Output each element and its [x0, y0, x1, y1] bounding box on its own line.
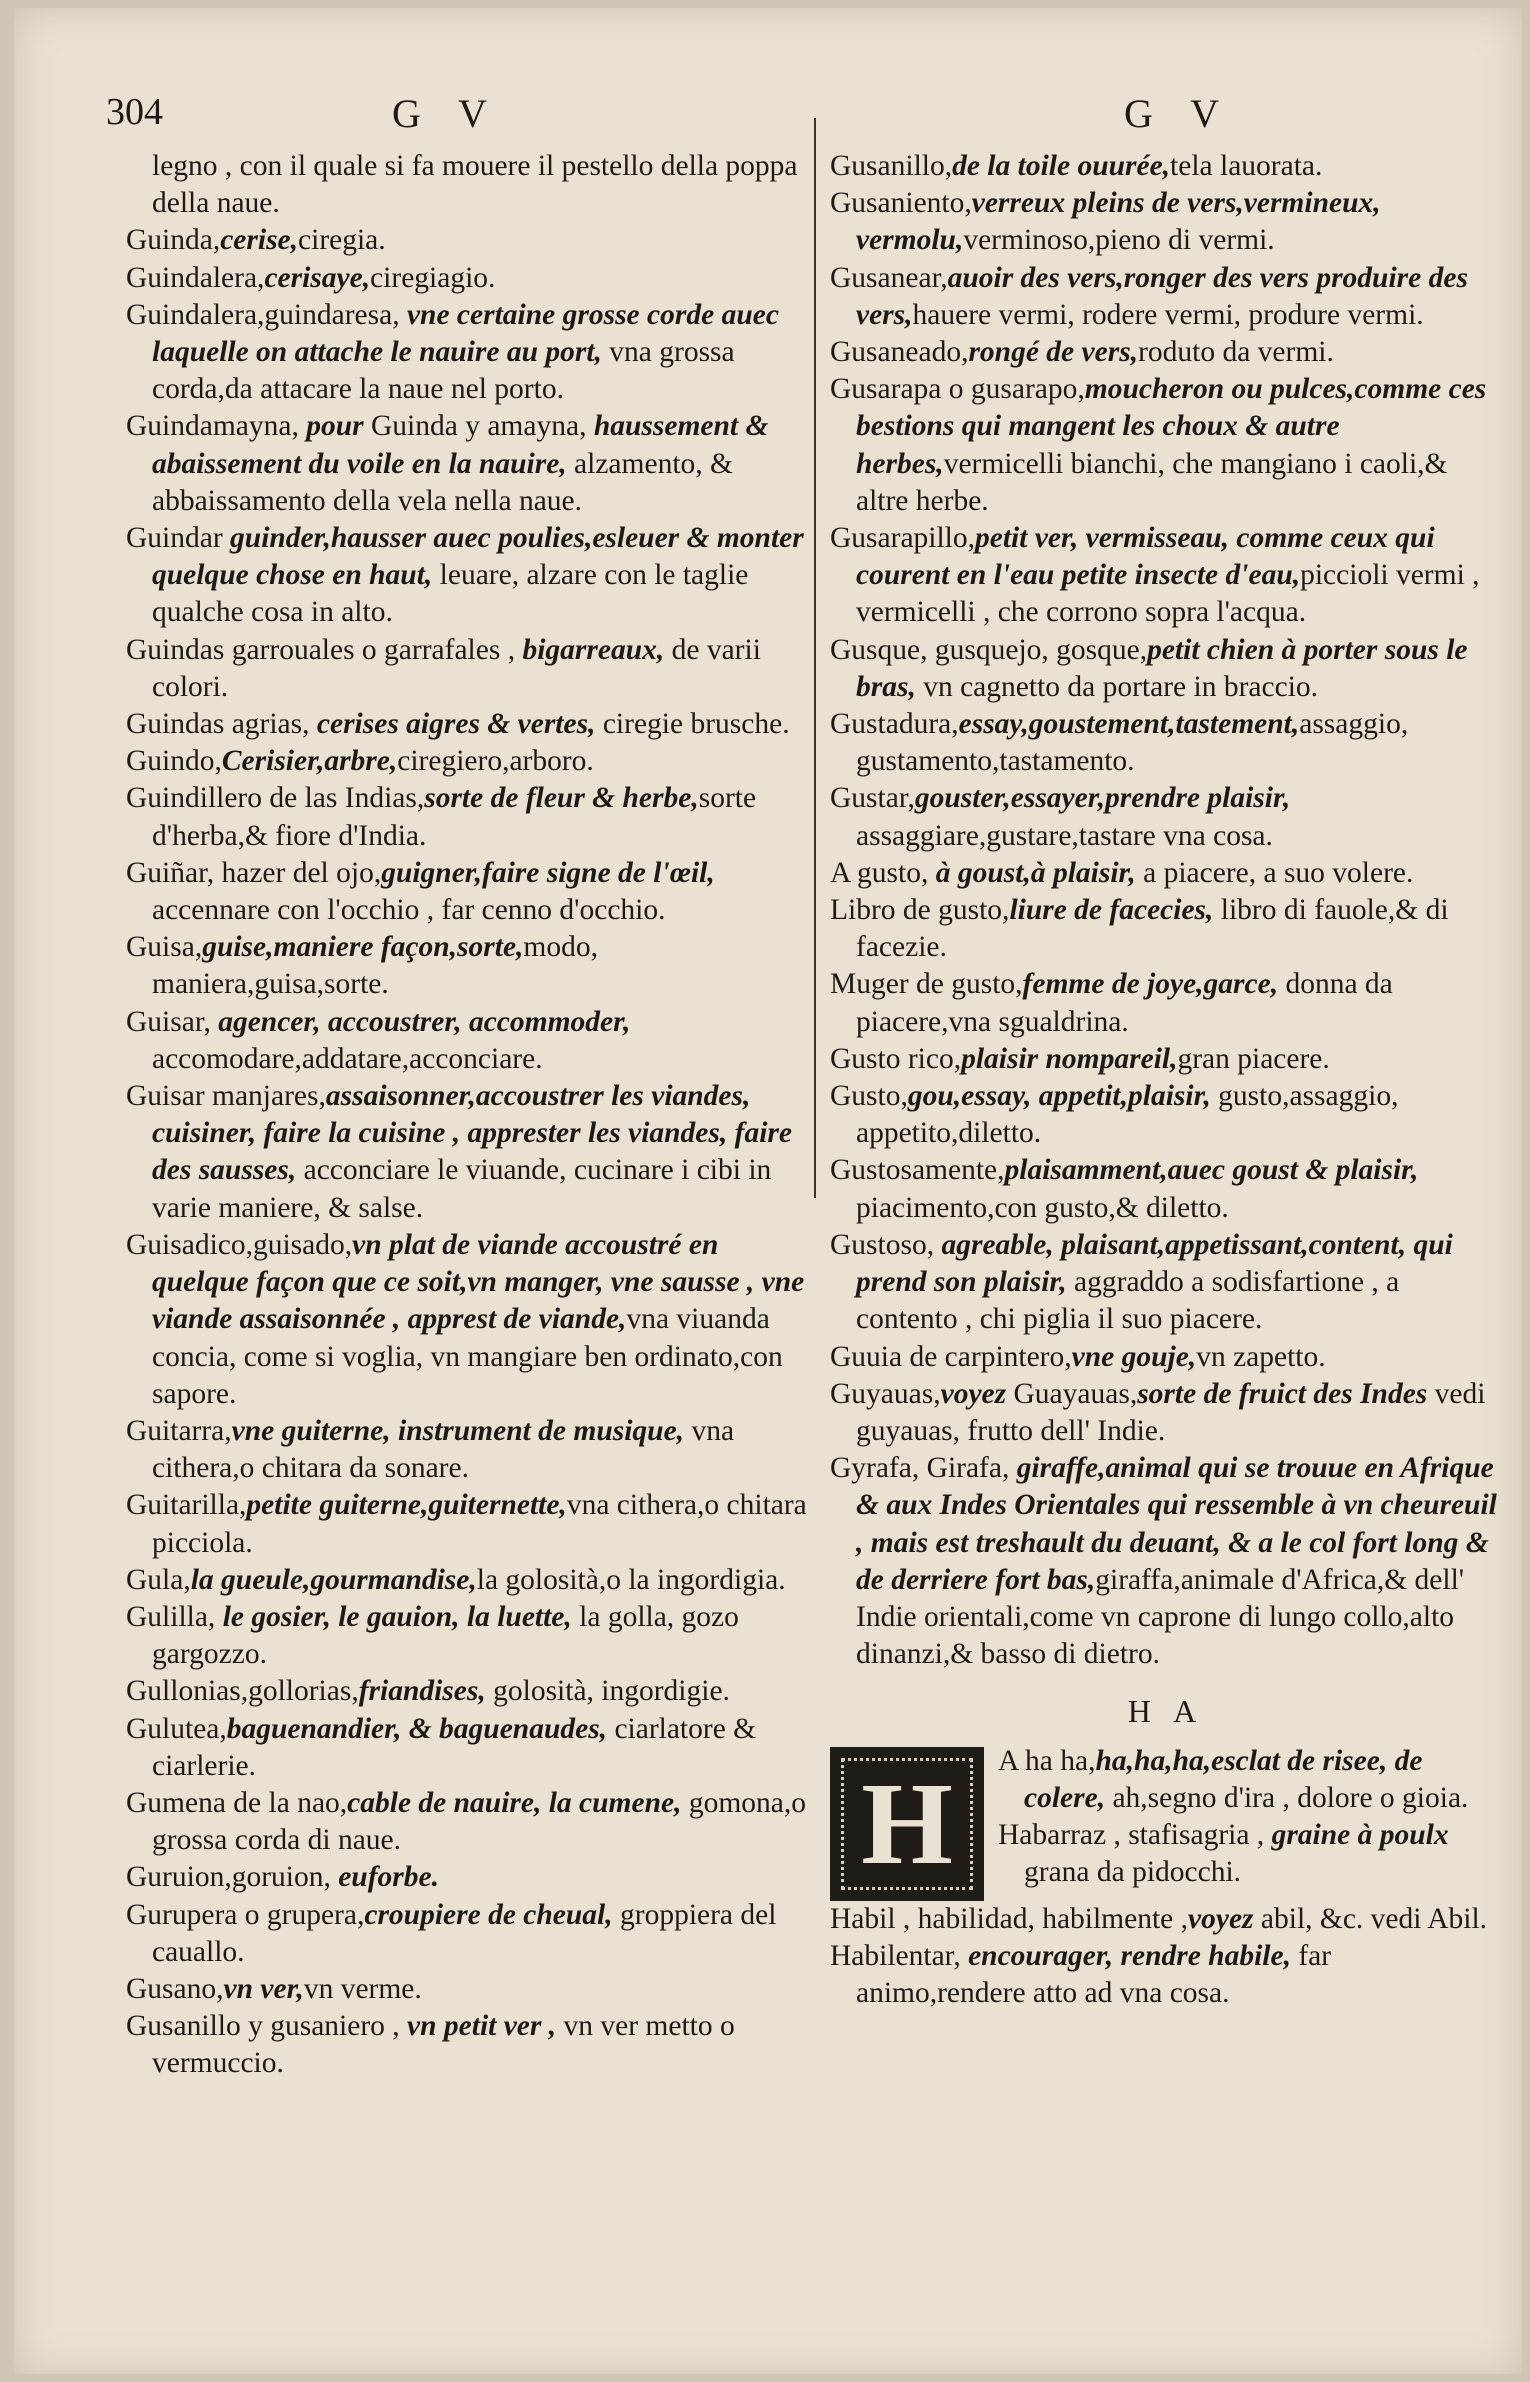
french-gloss: petite guiterne,guiternette,: [246, 1489, 567, 1522]
entry-text: gusto,assaggio, appetito,diletto.: [856, 1080, 1399, 1150]
french-gloss: friandises,: [358, 1675, 486, 1708]
dictionary-entry: [126, 1487, 816, 1561]
french-gloss: graine à poulx: [1271, 1818, 1449, 1851]
entry-text: vedi guyauas, frutto dell' Indie.: [856, 1377, 1486, 1447]
entry-text: tela lauorata.: [1170, 150, 1323, 182]
entry-text: verminoso,pieno di vermi.: [963, 224, 1275, 257]
entry-text: Gusarapa o gusarapo,: [830, 373, 1085, 406]
french-gloss: euforbe.: [338, 1861, 439, 1894]
entry-text: Gulutea,: [126, 1712, 227, 1745]
dictionary-entry: [998, 1817, 1502, 1891]
entry-text: vna viuanda concia, come si voglia, vn mangiare ben ordinato,con sapore.: [152, 1303, 783, 1410]
entry-text: Gusarapillo,: [830, 522, 976, 555]
french-gloss: à goust,à plaisir,: [935, 856, 1136, 889]
entry-text: far animo,rendere atto ad vna cosa.: [856, 1939, 1332, 2009]
french-gloss: gouster,essayer,prendre plaisir,: [914, 782, 1291, 815]
entry-text: Guindas garrouales o garrafales ,: [126, 633, 523, 666]
dictionary-entry: [998, 1743, 1502, 1817]
dictionary-entry: [126, 1859, 816, 1896]
dictionary-entry: [830, 520, 1502, 632]
french-gloss: cable de nauire, la cumene,: [347, 1786, 682, 1819]
french-gloss: cerisaye,: [264, 261, 371, 294]
french-gloss: moucheron ou pulces,comme ces bestions qui mangent les choux & autre herbes,: [856, 373, 1487, 480]
dictionary-entry: [126, 1227, 816, 1413]
french-gloss: gou,essay, appetit,plaisir,: [907, 1080, 1211, 1113]
entry-text: libro di fauole,& di facezie.: [856, 894, 1449, 964]
dictionary-entry: [830, 148, 1502, 185]
entry-text: A ha ha,: [998, 1744, 1096, 1777]
entry-text: alzamento, & abbaissamento della vela nella naue.: [152, 447, 733, 517]
entry-text: legno , con il quale si fa mouere il pestello della poppa della naue.: [152, 150, 798, 220]
entry-text: vn zapetto.: [1196, 1340, 1326, 1373]
page-number: 304: [106, 91, 163, 133]
initial-letter: H: [861, 1757, 953, 1889]
entry-text: vna cithera,o chitara picciola.: [152, 1489, 807, 1559]
entry-text: ciregiero,arboro.: [397, 745, 594, 778]
french-gloss: de la toile ouurée,: [952, 150, 1171, 182]
running-head-right: G V: [1124, 91, 1234, 136]
entry-text: Gusque, gusquejo, gosque,: [830, 633, 1148, 666]
dictionary-entry: [830, 966, 1502, 1040]
right-column: [830, 148, 1502, 2012]
entry-text: Gusano,: [126, 1972, 224, 2005]
french-gloss: baguenandier, & baguenaudes,: [226, 1712, 608, 1745]
entry-text: acconciare le viuande, cucinare i cibi in varie maniere, & salse.: [152, 1154, 772, 1224]
dictionary-entry: [126, 1897, 816, 1971]
french-gloss: bigarreaux,: [522, 633, 665, 666]
entry-text: grana da pidocchi.: [1024, 1856, 1242, 1889]
page-header: [14, 90, 1522, 150]
entry-text: accennare con l'occhio , far cenno d'occhio.: [152, 894, 666, 927]
french-gloss: cerise,: [220, 224, 299, 257]
entry-text: la golla, gozo gargozzo.: [152, 1600, 739, 1671]
dictionary-entry: [830, 1376, 1502, 1450]
entry-text: piacimento,con gusto,& diletto.: [856, 1191, 1229, 1224]
french-gloss: voyez: [940, 1377, 1007, 1410]
entry-text: gomona,o grossa corda di naue.: [152, 1786, 807, 1857]
french-gloss: vne guiterne, instrument de musique,: [231, 1414, 685, 1447]
french-gloss: rongé de vers,: [968, 336, 1139, 369]
dictionary-entry: [830, 1450, 1502, 1673]
entry-text: Habilentar,: [830, 1939, 969, 1972]
entry-text: Guiñar, hazer del ojo,: [126, 856, 382, 889]
entry-text: de varii colori.: [152, 633, 761, 703]
ornamental-initial: [830, 1747, 984, 1901]
dictionary-entry: [126, 780, 816, 854]
section-ha-block: [830, 1743, 1502, 1901]
french-gloss: giraffe,animal qui se trouue en Afrique & aux Indes Orientales qui ressemble à vn cheureuil , mais est treshault du deuant, & a le col fort long & de derriere fort bas,: [856, 1452, 1497, 1596]
entry-text: abil, &c. vedi Abil.: [1253, 1902, 1488, 1935]
french-gloss: vn plat de viande accoustré en quelque façon que ce soit,vn manger, vne sausse , vne viande assaisonnée , apprest de viande,: [152, 1228, 805, 1336]
dictionary-page: [14, 8, 1522, 2374]
entry-text: Guindalera,: [126, 261, 265, 294]
dictionary-entry: [126, 297, 816, 409]
dictionary-entry: [126, 408, 816, 520]
dictionary-entry: [126, 1004, 816, 1078]
entry-text: Guitarra,: [126, 1414, 232, 1447]
dictionary-entry: [126, 743, 816, 780]
entry-text: Guindar: [126, 522, 231, 555]
dictionary-entry: [126, 1599, 816, 1673]
entry-text: Guruion,goruion,: [126, 1861, 339, 1894]
dictionary-entry: [830, 1339, 1502, 1376]
left-column: [126, 148, 816, 2083]
dictionary-entry: [126, 1078, 816, 1227]
entry-text: Guuia de carpintero,: [830, 1340, 1072, 1373]
dictionary-entry: [830, 780, 1502, 854]
entry-text: gran piacere.: [1177, 1042, 1330, 1075]
dictionary-entry: [126, 1673, 816, 1710]
french-gloss: cerises aigres & vertes,: [316, 708, 596, 741]
entry-text: ah,segno d'ira , dolore o gioia.: [1105, 1781, 1469, 1814]
dictionary-entry: [126, 1785, 816, 1859]
entry-text: Guisadico,guisado,: [126, 1228, 353, 1261]
entry-text: Guisar manjares,: [126, 1080, 326, 1113]
entry-text: A gusto,: [830, 856, 936, 889]
entry-text: ciregia.: [298, 224, 386, 257]
entry-text: donna da piacere,vna sgualdrina.: [856, 968, 1393, 1038]
entry-text: Guayauas,: [1006, 1377, 1138, 1410]
dictionary-entry: [830, 1938, 1502, 2012]
entry-text: giraffa,animale d'Africa,& dell' Indie orientali,come vn caprone di lungo collo,alto dinanzi,& basso di dietro.: [856, 1563, 1465, 1671]
dictionary-entry: [830, 371, 1502, 520]
french-gloss: petit chien à porter sous le bras,: [856, 633, 1468, 703]
dictionary-entry: [126, 855, 816, 929]
section-ha-entries-top: [998, 1743, 1502, 1892]
entry-text: Gusaniento,: [830, 187, 972, 220]
dictionary-entry: [830, 185, 1502, 259]
dictionary-entry: [830, 892, 1502, 966]
entry-text: roduto da vermi.: [1138, 336, 1334, 369]
entry-text: vermicelli bianchi, che mangiano i caoli,& altre herbe.: [856, 447, 1448, 517]
dictionary-entry: [830, 1152, 1502, 1226]
entry-text: Guindillero de las Indias,: [126, 782, 425, 815]
entry-text: assaggiare,gustare,tastare vna cosa.: [856, 819, 1273, 852]
french-gloss: agencer, accoustrer, accommoder,: [218, 1005, 631, 1038]
french-gloss: femme de joye,garce,: [1022, 968, 1279, 1001]
entry-text: vn cagnetto da portare in braccio.: [915, 670, 1319, 703]
dictionary-entry: [126, 632, 816, 706]
french-gloss: haussement & abaissement du voile en la nauire,: [152, 410, 769, 480]
entry-text: Guisa,: [126, 931, 203, 964]
french-gloss: le gosier, le gauion, la luette,: [222, 1600, 572, 1633]
french-gloss: guigner,faire signe de l'œil,: [381, 856, 715, 889]
entry-text: Habarraz , stafisagria ,: [998, 1818, 1272, 1851]
entry-text: golosità, ingordigie.: [485, 1675, 730, 1708]
dictionary-entry: [830, 260, 1502, 334]
french-gloss: assaisonner,accoustrer les viandes, cuisiner, faire la cuisine , apprester les viandes, faire des sausses,: [152, 1080, 792, 1187]
dictionary-entry: [126, 148, 816, 222]
dictionary-entry: [830, 706, 1502, 780]
dictionary-entry: [830, 1078, 1502, 1152]
entry-text: hauere vermi, rodere vermi, produre vermi.: [912, 298, 1424, 331]
french-gloss: auoir des vers,ronger des vers produire des vers,: [856, 261, 1468, 331]
dictionary-entry: [126, 1711, 816, 1785]
entry-text: Guinda,: [126, 224, 221, 257]
entry-text: vna grossa corda,da attacare la naue nel porto.: [152, 336, 735, 406]
french-gloss: sorte de fruict des Indes: [1137, 1377, 1428, 1410]
entry-text: Guitarilla,: [126, 1489, 247, 1522]
dictionary-entry: [830, 1041, 1502, 1078]
entry-text: Gusto,: [830, 1080, 908, 1113]
entry-text: Gyrafa, Girafa,: [830, 1452, 1017, 1485]
french-gloss: vne gouje,: [1071, 1340, 1197, 1373]
french-gloss: verreux pleins de vers,vermineux, vermolu,: [856, 187, 1381, 257]
french-gloss: sorte de fleur & herbe,: [424, 782, 699, 815]
french-gloss: vne certaine grosse corde auec laquelle on attache le nauire au port,: [152, 298, 779, 369]
french-gloss: guise,maniere façon,sorte,: [202, 931, 524, 964]
french-gloss: agreable, plaisant,appetissant,content, qui prend son plaisir,: [856, 1228, 1453, 1299]
dictionary-entry: [830, 1901, 1502, 1938]
entry-text: ciregiagio.: [370, 261, 496, 294]
entry-text: Guisar,: [126, 1005, 219, 1038]
entry-text: Muger de gusto,: [830, 968, 1023, 1001]
dictionary-entry: [126, 260, 816, 297]
entry-text: vna cithera,o chitara da sonare.: [152, 1414, 735, 1485]
entry-text: modo, maniera,guisa,sorte.: [152, 931, 598, 1001]
entry-text: Guindamayna,: [126, 410, 307, 443]
french-gloss: guinder,hausser auec poulies,esleuer & monter quelque chose en haut,: [152, 522, 804, 592]
dictionary-entry: [126, 929, 816, 1003]
french-gloss: croupiere de cheual,: [364, 1898, 613, 1931]
dictionary-entry: [126, 1413, 816, 1487]
dictionary-entry: [126, 706, 816, 743]
french-gloss: pour: [306, 410, 364, 443]
dictionary-entry: [126, 1971, 816, 2008]
entry-text: Habil , habilidad, habilmente ,: [830, 1902, 1189, 1935]
entry-text: ciarlatore & ciarlerie.: [152, 1712, 757, 1782]
french-gloss: voyez: [1188, 1902, 1254, 1935]
entry-text: ciregie brusche.: [595, 708, 790, 741]
entry-text: Gumena de la nao,: [126, 1786, 348, 1819]
entry-text: la golosità,o la ingordigia.: [476, 1563, 786, 1596]
entry-text: Gustosamente,: [830, 1154, 1005, 1187]
entry-text: Gusanear,: [830, 261, 948, 294]
entry-text: Gustadura,: [830, 708, 959, 741]
entry-text: aggraddo a sodisfartione , a contento , chi piglia il suo piacere.: [856, 1266, 1400, 1336]
dictionary-entry: [830, 632, 1502, 706]
dictionary-entry: [126, 2008, 816, 2082]
entry-text: Guindas agrias,: [126, 708, 317, 741]
french-gloss: plaisir nompareil,: [961, 1042, 1178, 1075]
entry-text: sorte d'herba,& fiore d'India.: [152, 782, 757, 852]
dictionary-entry: [830, 334, 1502, 371]
entry-text: vn verme.: [303, 1972, 422, 2005]
entry-text: Guindalera,guindaresa,: [126, 298, 407, 331]
running-head-left: G V: [392, 91, 502, 136]
entry-text: Gusaneado,: [830, 336, 969, 369]
french-gloss: ha,ha,ha,esclat de risee, de colere,: [1024, 1744, 1423, 1814]
entry-text: groppiera del cauallo.: [152, 1898, 777, 1968]
french-gloss: Cerisier,arbre,: [221, 745, 398, 778]
section-heading-ha: H A: [1127, 1693, 1205, 1730]
entry-text: Gula,: [126, 1563, 191, 1596]
french-gloss: liure de facecies,: [1009, 894, 1214, 927]
entry-text: Guindo,: [126, 745, 222, 778]
entry-text: Gullonias,gollorias,: [126, 1675, 359, 1708]
section-ha-entries-rest: [830, 1901, 1502, 2013]
entry-text: vn ver metto o vermuccio.: [152, 2010, 735, 2080]
french-gloss: vn petit ver ,: [407, 2010, 557, 2043]
right-column-entries: [830, 148, 1502, 1673]
french-gloss: la gueule,gourmandise,: [190, 1563, 477, 1596]
entry-text: piccioli vermi , vermicelli , che corrono sopra l'acqua.: [856, 559, 1480, 629]
entry-text: Gustoso,: [830, 1228, 942, 1261]
dictionary-entry: [126, 520, 816, 632]
dictionary-entry: [830, 855, 1502, 892]
entry-text: Gulilla,: [126, 1600, 223, 1633]
entry-text: Gusanillo y gusaniero ,: [126, 2010, 408, 2043]
entry-text: Gustar,: [830, 782, 915, 815]
entry-text: accomodare,addatare,acconciare.: [152, 1042, 543, 1075]
entry-text: Guyauas,: [830, 1377, 941, 1410]
dictionary-entry: [830, 1227, 1502, 1339]
entry-text: Gusanillo,: [830, 150, 953, 182]
french-gloss: vn ver,: [223, 1972, 304, 2005]
entry-text: Gusto rico,: [830, 1042, 962, 1075]
french-gloss: petit ver, vermisseau, comme ceux qui courent en l'eau petite insecte d'eau,: [856, 522, 1435, 592]
entry-text: Libro de gusto,: [830, 894, 1010, 927]
french-gloss: essay,goustement,tastement,: [958, 708, 1300, 741]
entry-text: assaggio, gustamento,tastamento.: [856, 708, 1409, 778]
entry-text: Guinda y amayna,: [363, 410, 594, 443]
entry-text: Gurupera o grupera,: [126, 1898, 365, 1931]
entry-text: a piacere, a suo volere.: [1135, 856, 1414, 889]
entry-text: leuare, alzare con le taglie qualche cosa in alto.: [152, 559, 749, 629]
french-gloss: encourager, rendre habile,: [968, 1939, 1291, 1972]
french-gloss: plaisamment,auec goust & plaisir,: [1004, 1154, 1419, 1187]
dictionary-entry: [126, 1562, 816, 1599]
dictionary-entry: [126, 222, 816, 259]
